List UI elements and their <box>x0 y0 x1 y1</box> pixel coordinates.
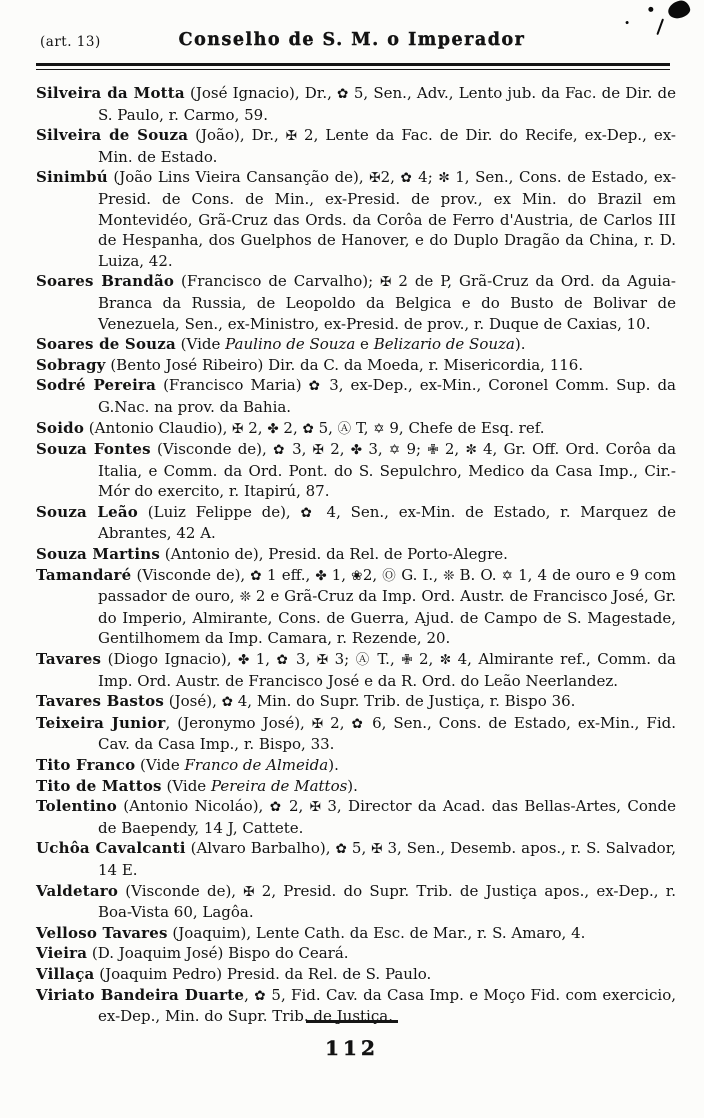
entry-name: Soares Brandão <box>36 272 175 291</box>
order-symbol: ✿ <box>276 652 290 669</box>
entry-text: (Alvaro Barbalho), <box>185 839 336 858</box>
directory-entry <box>36 334 676 355</box>
directory-entry <box>36 355 676 376</box>
entry-name: Sodré Pereira <box>36 376 157 395</box>
entry-text: ). <box>328 756 339 774</box>
cross-reference: Belizario de Souza <box>373 335 515 354</box>
entry-text: 5, <box>346 839 372 858</box>
entry-name: Tavares <box>36 650 102 669</box>
entry-name: Souza Martins <box>36 545 161 564</box>
page-number: 112 <box>325 1036 379 1060</box>
entry-name: Uchôa Cavalcanti <box>36 839 186 858</box>
entry-text: (José), <box>164 692 222 711</box>
entry-text: 4, Gr. Off. Ord. Corôa da Italia, e Comm. da Ord. Pont. do S. Sepulchro, Medico da Casa Imp., Cir.-Mór do exercito, r. Itapirú, 87. <box>98 440 677 501</box>
entry-text: 4, Min. do Supr. Trib. de Justiça, r. Bispo 36. <box>232 692 576 711</box>
entry-text: 5, Sen., Adv., Lento jub. da Fac. de Dir. de S. Paulo, r. Carmo, 59. <box>98 84 677 124</box>
entry-text: 9, Chefe de Esq. ref. <box>384 418 545 437</box>
entry-text: (Joaquim Pedro) Presid. da Rel. de S. Paulo. <box>94 964 432 983</box>
entry-name: Sobragy <box>36 355 106 374</box>
order-symbol: ✠ <box>311 715 324 732</box>
entry-text: G. I., <box>396 565 444 584</box>
order-symbol: ✿ <box>400 170 413 187</box>
entry-name: Vieira <box>36 944 88 963</box>
order-symbol: ✤ <box>315 567 327 584</box>
order-symbol: ✠ <box>312 442 324 459</box>
header-rule <box>36 63 670 70</box>
entry-text: (Vide <box>175 335 226 354</box>
entry-text: 4, Sen., ex-Min. de Estado, r. Marquez de Abrantes, 42 A. <box>98 502 676 543</box>
order-symbol: ✿ <box>269 799 283 816</box>
order-symbol: ✿ <box>250 567 262 584</box>
order-symbol: ✠ <box>316 652 329 669</box>
entry-text: 3, ex-Dep., ex-Min., Coronel Comm. Sup. da G.Nac. na prov. da Bahia. <box>98 376 676 416</box>
directory-entry <box>36 271 676 334</box>
directory-entry <box>36 923 676 944</box>
order-symbol: ❊ <box>443 567 455 584</box>
entry-text: 3; <box>328 650 356 669</box>
order-symbol: ✤ <box>237 652 250 669</box>
order-symbol: ✡ <box>501 567 513 584</box>
entry-name: Valdetaro <box>36 881 119 900</box>
entry-text: 3, Sen., Desemb. apos., r. S. Salvador, 14 E. <box>98 839 676 879</box>
entry-text: ). <box>347 776 358 795</box>
directory-entry <box>36 565 676 649</box>
order-symbol: ✡ <box>373 420 385 437</box>
entry-text: 5, Fid. Cav. da Casa Imp. e Moço Fid. com exercicio, ex-Dep., Min. do Supr. Trib. de Justiça. <box>98 985 676 1026</box>
entry-text: 2, <box>438 440 466 459</box>
entry-text: (Visconde de), <box>131 565 251 584</box>
directory-entry <box>36 418 676 440</box>
directory-entry <box>36 755 676 776</box>
entry-name: Souza Fontes <box>36 440 151 459</box>
cross-reference: Paulino de Souza <box>225 335 356 354</box>
page-footer <box>0 1020 704 1060</box>
directory-entry <box>36 125 676 167</box>
entry-text: (Antonio Nicoláo), <box>116 797 270 816</box>
directory-entry <box>36 964 676 985</box>
footer-rule <box>306 1020 398 1023</box>
order-symbol: ✠ <box>232 420 244 437</box>
entry-text: , <box>244 985 255 1004</box>
entry-text: 3, <box>362 440 389 459</box>
entry-text: (Antonio de), Presid. da Rel. de Porto-Alegre. <box>160 545 508 564</box>
entry-name: Soares de Souza <box>36 335 176 354</box>
entry-text: 3, Director da Acad. das Bellas-Artes, Conde de Baependy, 14 J, Cattete. <box>98 797 676 837</box>
entry-text: 2, Presid. do Supr. Trib. de Justiça apos., ex-Dep., r. Boa-Vista 60, Lagôa. <box>98 881 676 922</box>
entry-text: B. O. <box>454 565 502 584</box>
directory-entries <box>36 83 676 1027</box>
order-symbol: Ⓐ <box>337 420 352 437</box>
order-symbol: ✠ <box>309 799 321 816</box>
order-symbol: ✿ <box>308 378 323 395</box>
cross-reference: Pereira de Mattos <box>210 776 348 795</box>
directory-entry <box>36 713 676 755</box>
entry-text: 2, <box>278 418 303 437</box>
order-symbol: Ⓞ <box>382 567 397 584</box>
order-symbol: Ⓐ <box>355 652 371 669</box>
entry-text: 2, <box>323 713 352 732</box>
entry-text: 2, <box>323 440 351 459</box>
directory-entry <box>36 544 676 565</box>
entry-text: (José Ignacio), Dr., <box>184 84 338 102</box>
entry-name: Sinimbú <box>36 168 108 187</box>
entry-text: T., <box>370 650 402 669</box>
directory-entry <box>36 691 676 713</box>
entry-text: (Francisco Maria) <box>156 376 309 395</box>
directory-entry <box>36 83 676 125</box>
entry-text: (Vide <box>135 756 185 774</box>
order-symbol: ✠ <box>371 841 383 858</box>
entry-text: (João), Dr., <box>188 126 286 145</box>
directory-entry <box>36 167 676 271</box>
entry-text: T, <box>351 418 374 437</box>
order-symbol: ✿ <box>273 442 286 459</box>
entry-text: (D. Joaquim José) Bispo do Ceará. <box>87 944 349 963</box>
order-symbol: ✼ <box>439 652 452 669</box>
order-symbol: ✿ <box>337 86 349 102</box>
directory-entry <box>36 649 676 691</box>
order-symbol: ✤ <box>350 442 363 459</box>
entry-name: Velloso Tavares <box>36 923 168 942</box>
entry-text: (João Lins Vieira Cansanção de), <box>107 168 370 187</box>
entry-name: Tavares Bastos <box>36 692 165 711</box>
directory-entry <box>36 943 676 964</box>
page-header <box>0 0 704 60</box>
entry-text: (Luiz Felippe de), <box>138 502 301 521</box>
directory-entry <box>36 439 676 502</box>
entry-text: 2 e Grã-Cruz da Imp. Ord. Austr. de Francisco José, Gr. do Imperio, Almirante, Cons. de Guerra, Ajud. de Campo de S. Magestade, Gentilhomem da Imp. Camara, r. Rezende, 20. <box>98 587 676 648</box>
entry-text: 2, <box>380 168 401 187</box>
entry-text: 2, <box>412 650 440 669</box>
entry-name: Viriato Bandeira Duarte <box>36 985 245 1004</box>
entry-text: 5, <box>313 418 338 437</box>
directory-entry <box>36 375 676 417</box>
entry-text: (Bento José Ribeiro) Dir. da C. da Moeda, r. Misericordia, 116. <box>105 355 584 374</box>
entry-text: (Francisco de Carvalho); <box>174 272 381 291</box>
entry-text: (Joaquim), Lente Cath. da Esc. de Mar., r. S. Amaro, 4. <box>167 923 586 942</box>
entry-text: (Antonio Claudio), <box>84 418 233 437</box>
entry-text: (Visconde de), <box>118 881 244 900</box>
entry-text: ). <box>514 335 526 354</box>
order-symbol: ✿ <box>254 987 267 1004</box>
directory-entry <box>36 776 676 797</box>
article-reference: (art. 13) <box>40 34 101 50</box>
entry-text: 1, <box>249 650 277 669</box>
order-symbol: ✠ <box>380 274 392 291</box>
directory-entry <box>36 881 676 923</box>
directory-entry <box>36 502 676 544</box>
entry-text: 3, <box>289 650 317 669</box>
entry-name: Soido <box>36 418 85 437</box>
entry-name: Silveira de Souza <box>36 126 189 145</box>
entry-text: (Visconde de), <box>150 440 274 459</box>
order-symbol: ✿ <box>351 715 366 732</box>
directory-entry <box>36 838 676 880</box>
order-symbol: ✙ <box>401 652 413 669</box>
order-symbol: ✿ <box>221 694 233 711</box>
entry-text: 2 de P, Grã-Cruz da Ord. da Aguia-Branca da Russia, de Leopoldo da Belgica e do Busto de Bolivar de Venezuela, Sen., ex-Ministro, ex-Presid. de prov., r. Duque de Caxias, 10. <box>98 272 676 333</box>
cross-reference: Franco de Almeida <box>184 756 329 774</box>
entry-text: 4; <box>412 168 439 187</box>
order-symbol: ✡ <box>388 442 401 459</box>
entry-name: Tolentino <box>36 797 117 816</box>
entry-name: Tito Franco <box>36 756 136 774</box>
order-symbol: ✼ <box>438 170 450 187</box>
page-title: Conselho de S. M. o Imperador <box>178 30 526 50</box>
entry-text: 2, <box>282 797 310 816</box>
entry-text: e <box>355 335 374 354</box>
order-symbol: ✤ <box>267 420 279 437</box>
entry-text: (Diogo Ignacio), <box>101 650 238 669</box>
entry-text: , (Jeronymo José), <box>165 713 312 732</box>
entry-name: Tito de Mattos <box>36 776 162 795</box>
entry-name: Villaça <box>36 964 95 983</box>
entry-text: (Vide <box>161 776 211 795</box>
order-symbol: ✿ <box>302 420 314 437</box>
entry-name: Teixeira Junior <box>36 713 166 732</box>
entry-text: 2, Lente da Fac. de Dir. do Recife, ex-Dep., ex-Min. de Estado. <box>98 126 676 166</box>
entry-text: 1, Sen., Cons. de Estado, ex-Presid. de Cons. de Min., ex-Presid. de prov., ex Min. do Brazil em Montevidéo, Grã-Cruz das Ords. da Corôa de Ferro d'Austria, de Carlos III de Hespanha, dos Guelphos de Hanover, e do Duplo Dragão da China, r. D. Luiza, 42. <box>98 168 677 270</box>
order-symbol: ✠ <box>369 170 381 187</box>
order-symbol: ✙ <box>427 442 439 459</box>
order-symbol: ✠ <box>243 883 255 900</box>
entry-text: 9; <box>400 440 428 459</box>
entry-name: Silveira da Motta <box>36 84 185 102</box>
entry-text: 2, <box>243 418 268 437</box>
entry-text: 3, <box>285 440 313 459</box>
order-symbol: ✿ <box>300 504 317 521</box>
order-symbol: ❀ <box>351 567 363 584</box>
entry-text: 1 eff., <box>261 565 316 584</box>
order-symbol: ✼ <box>465 442 477 459</box>
entry-text: 4, Almirante ref., Comm. da Imp. Ord. Austr. de Francisco José e da R. Ord. do Leão Neerlandez. <box>98 650 676 690</box>
entry-name: Souza Leão <box>36 502 139 521</box>
entry-text: 6, Sen., Cons. de Estado, ex-Min., Fid. Cav. da Casa Imp., r. Bispo, 33. <box>98 713 676 754</box>
entry-name: Tamandaré <box>36 565 132 584</box>
entry-text: 2, <box>362 565 383 584</box>
directory-entry <box>36 796 676 838</box>
order-symbol: ✠ <box>285 128 298 145</box>
order-symbol: ✿ <box>335 841 347 858</box>
entry-text: 1, <box>326 565 352 584</box>
order-symbol: ❊ <box>239 589 251 606</box>
entry-text: 1, 4 de ouro e 9 com passador de ouro, <box>98 565 676 606</box>
